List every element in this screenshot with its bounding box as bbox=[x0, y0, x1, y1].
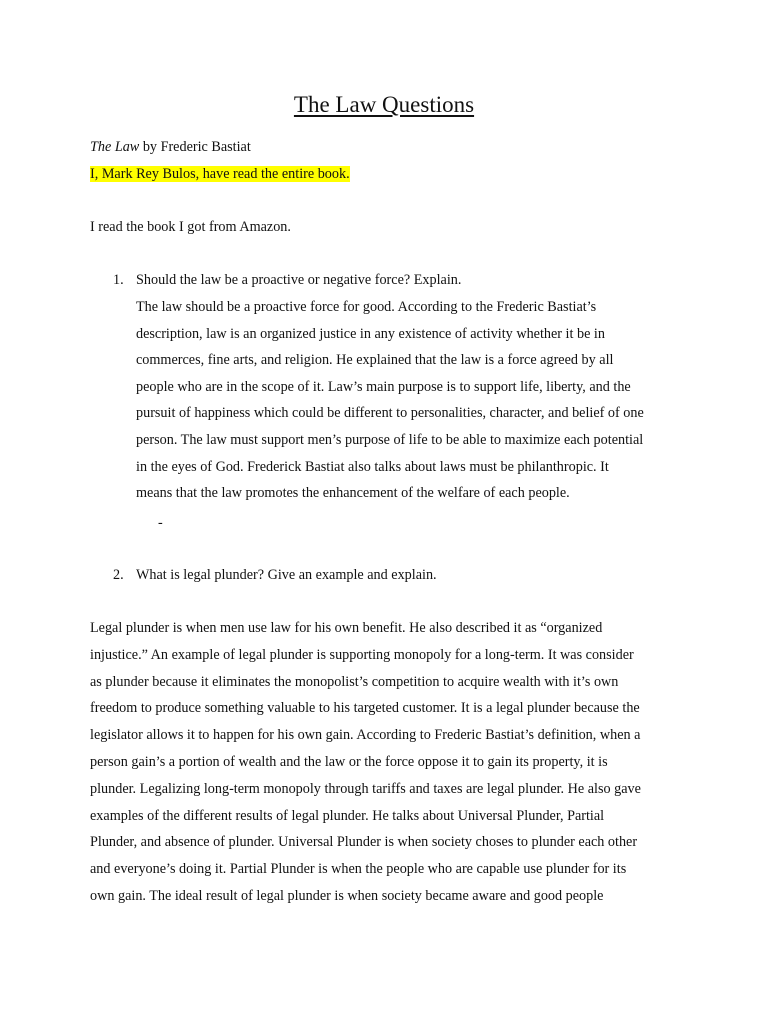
reading-statement-line bbox=[90, 161, 350, 188]
list-bullet: - bbox=[158, 515, 163, 531]
answer-1-line: pursuit of happiness which could be different to personalities, character, and belief of one bbox=[136, 405, 644, 422]
answer-1-line: people who are in the scope of it. Law’s main purpose is to support life, liberty, and the bbox=[136, 378, 631, 395]
answer-1-line: means that the law promotes the enhancement of the welfare of each people. bbox=[136, 485, 570, 502]
answer-2-line: freedom to produce something valuable to his targeted customer. It is a legal plunder because the bbox=[90, 700, 640, 717]
source-note: I read the book I got from Amazon. bbox=[90, 219, 291, 235]
question-1-text: Should the law be a proactive or negative force? Explain. bbox=[136, 272, 462, 288]
answer-2-line: legislator allows it to happen for his own gain. According to Frederic Bastiat’s definition, when a bbox=[90, 727, 641, 744]
question-1-number: 1. bbox=[113, 272, 124, 288]
answer-2-line: Legal plunder is when men use law for his own benefit. He also described it as “organized bbox=[90, 620, 603, 636]
answer-1-line: person. The law must support men’s purpose of life to be able to maximize each potential bbox=[136, 431, 644, 448]
answer-2-line: examples of the different results of legal plunder. He talks about Universal Plunder, Partial bbox=[90, 807, 605, 824]
book-reference bbox=[90, 134, 251, 161]
question-2-text: What is legal plunder? Give an example and explain. bbox=[136, 567, 437, 583]
answer-1-line: in the eyes of God. Frederick Bastiat also talks about laws must be philanthropic. It bbox=[136, 458, 609, 475]
answer-2-line: injustice.” An example of legal plunder is supporting monopoly for a long-term. It was consider bbox=[90, 646, 634, 663]
book-author: by Frederic Bastiat bbox=[139, 139, 251, 155]
answer-2-line: as plunder because it eliminates the monopolist’s competition to acquire wealth with it’s own bbox=[90, 673, 619, 690]
answer-1-line: commerces, fine arts, and religion. He explained that the law is a force agreed by all bbox=[136, 352, 614, 369]
question-2-number: 2. bbox=[113, 567, 124, 583]
reading-statement: I, Mark Rey Bulos, have read the entire book. bbox=[90, 166, 350, 182]
answer-2-line: plunder. Legalizing long-term monopoly through tariffs and taxes are legal plunder. He also gave bbox=[90, 780, 641, 797]
answer-2-line: person gain’s a portion of wealth and the law or the force oppose it to gain its property, it is bbox=[90, 753, 608, 770]
book-title: The Law bbox=[90, 139, 140, 155]
answer-1-line: The law should be a proactive force for good. According to the Frederic Bastiat’s bbox=[136, 299, 597, 315]
question-1-answer bbox=[136, 294, 696, 507]
answer-2-line: Plunder, and absence of plunder. Universal Plunder is when society choses to plunder each other bbox=[90, 834, 638, 851]
answer-2-line: own gain. The ideal result of legal plunder is when society became aware and good people bbox=[90, 887, 604, 904]
question-2-answer bbox=[90, 615, 690, 910]
answer-1-line: description, law is an organized justice in any existence of activity whether it be in bbox=[136, 325, 605, 342]
answer-2-line: and everyone’s doing it. Partial Plunder is when the people who are capable use plunder for its bbox=[90, 861, 627, 878]
page-title: The Law Questions bbox=[293, 92, 475, 117]
